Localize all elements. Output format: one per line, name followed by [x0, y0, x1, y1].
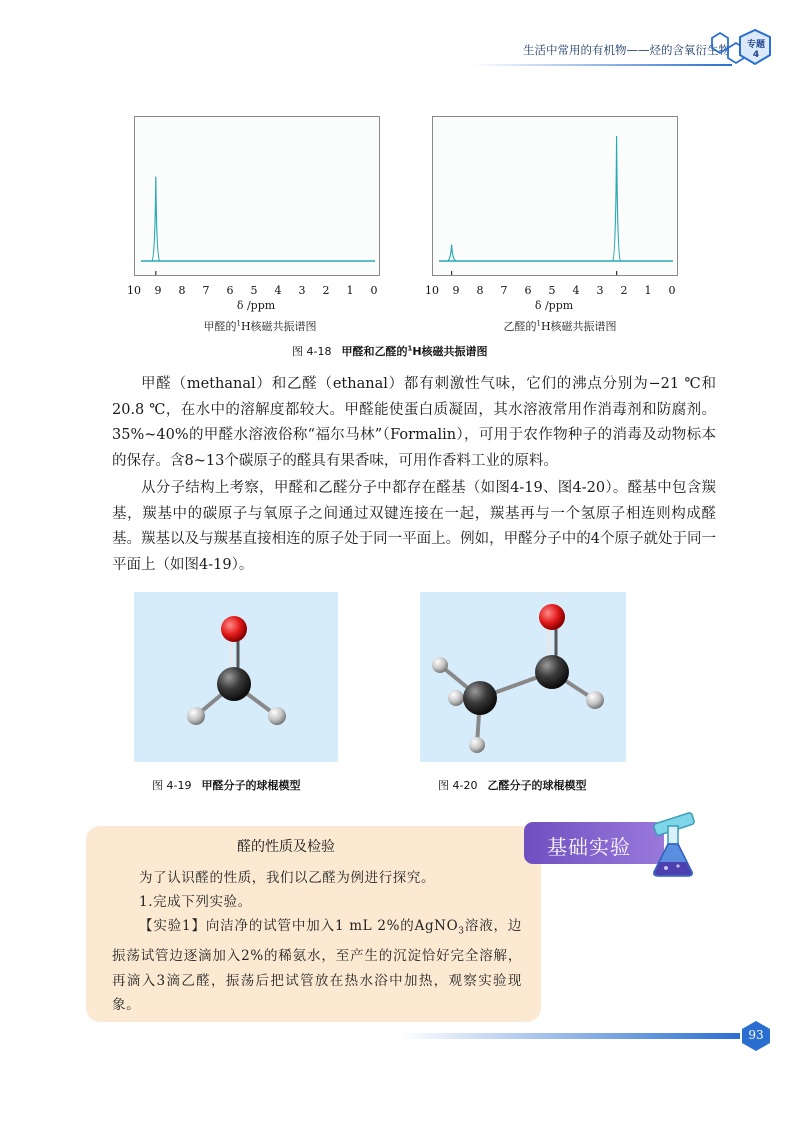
x-tick-label: 0: [370, 284, 378, 297]
x-axis-label-right: δ /ppm: [534, 299, 574, 312]
x-tick-label: 8: [476, 284, 484, 297]
flask-icon: [648, 812, 700, 878]
footer-rule: [400, 1033, 740, 1039]
x-tick-label: 5: [548, 284, 556, 297]
x-tick-label: 6: [226, 284, 234, 297]
paragraph-properties: 甲醛（methanal）和乙醛（ethanal）都有刺激性气味，它们的沸点分别为−21 ℃和20.8 ℃，在水中的溶解度都较大。甲醛能使蛋白质凝固，其水溶液常用作消毒剂和防腐剂。35%~40%的甲醛水溶液俗称“福尔马林”（Formalin），可用于农作物种子的消毒及动物标本的保存。含8~13个碳原子的醛具有果香味，可用作香料工业的原料。: [112, 376, 716, 469]
experiment-1-description: 【实验1】向洁净的试管中加入1 mL 2%的AgNO$_3$溶液，边振荡试管边逐滴加入2%的稀氨水，至产生的沉淀恰好完全溶解，再滴入3滴乙醛，振荡后把试管放在热水浴中加热，观察实验现象。: [112, 918, 522, 1014]
spectrum-peak: [613, 136, 621, 261]
x-tick-label: 6: [524, 284, 532, 297]
header-rule: [472, 64, 732, 66]
caption-acetaldehyde-spectrum: 乙醛的$^1$H核磁共振谱图: [503, 319, 617, 333]
spectrum-peak: [152, 177, 160, 261]
figure-number: 图 4-18: [292, 345, 332, 358]
x-tick-label: 7: [202, 284, 210, 297]
x-tick-label: 1: [346, 284, 354, 297]
x-tick-label: 0: [668, 284, 676, 297]
acetaldehyde-model-image: [420, 592, 626, 762]
figure-4-20-caption: 图 4-20 乙醛分子的球棍模型: [438, 779, 587, 792]
x-tick-label: 10: [127, 284, 141, 297]
formaldehyde-ball-stick-icon: [134, 592, 338, 762]
paragraph-structure: 从分子结构上考察，甲醛和乙醛分子中都存在醛基（如图4-19、图4-20）。醛基中包含羰基，羰基中的碳原子与氧原子之间通过双键连接在一起，羰基再与一个氢原子相连则构成醛基。羰基以及与羰基直接相连的原子处于同一平面上。例如，甲醛分子中的4个原子就处于同一平面上（如图4-19）。: [112, 480, 716, 573]
caption-formaldehyde-spectrum: 甲醛的$^1$H核磁共振谱图: [203, 319, 317, 333]
x-axis-ticks-right: [420, 284, 688, 300]
x-tick-label: 8: [178, 284, 186, 297]
x-tick-label: 10: [425, 284, 439, 297]
experiment-title: 醛的性质及检验: [237, 839, 335, 855]
spectrum-acetaldehyde: [433, 117, 677, 275]
x-tick-label: 2: [322, 284, 330, 297]
spectrum-formaldehyde: [135, 117, 379, 275]
figure-4-18-caption: 图 4-18 甲醛和乙醛的$^1$H核磁共振谱图: [292, 344, 488, 358]
formaldehyde-model-image: [134, 592, 338, 762]
topic-badge-label: 专题: [746, 40, 765, 50]
x-axis-label-left: δ /ppm: [236, 299, 276, 312]
experiment-intro: 为了认识醛的性质，我们以乙醛为例进行探究。: [139, 870, 436, 886]
x-tick-label: 1: [644, 284, 652, 297]
x-tick-label: 4: [572, 284, 580, 297]
x-tick-label: 9: [154, 284, 162, 297]
page-number: 93: [748, 1028, 764, 1042]
x-tick-label: 9: [452, 284, 460, 297]
x-tick-label: 2: [620, 284, 628, 297]
x-tick-label: 5: [250, 284, 258, 297]
chapter-title: 生活中常用的有机物——烃的含氧衍生物: [523, 43, 730, 57]
nmr-plot-formaldehyde: [134, 116, 380, 276]
x-tick-label: 3: [596, 284, 604, 297]
acetaldehyde-ball-stick-icon: [420, 592, 626, 762]
basic-experiment-label: 基础实验: [547, 835, 631, 859]
x-tick-label: 4: [274, 284, 282, 297]
experiment-step-heading: 1.完成下列实验。: [139, 894, 252, 910]
x-axis-ticks-left: [122, 284, 390, 300]
x-tick-label: 7: [500, 284, 508, 297]
x-tick-label: 3: [298, 284, 306, 297]
spectrum-peak: [448, 245, 456, 261]
topic-badge: [742, 40, 770, 60]
topic-badge-number: 4: [752, 50, 760, 60]
nmr-plot-acetaldehyde: [432, 116, 678, 276]
figure-4-19-caption: 图 4-19 甲醛分子的球棍模型: [152, 779, 301, 792]
